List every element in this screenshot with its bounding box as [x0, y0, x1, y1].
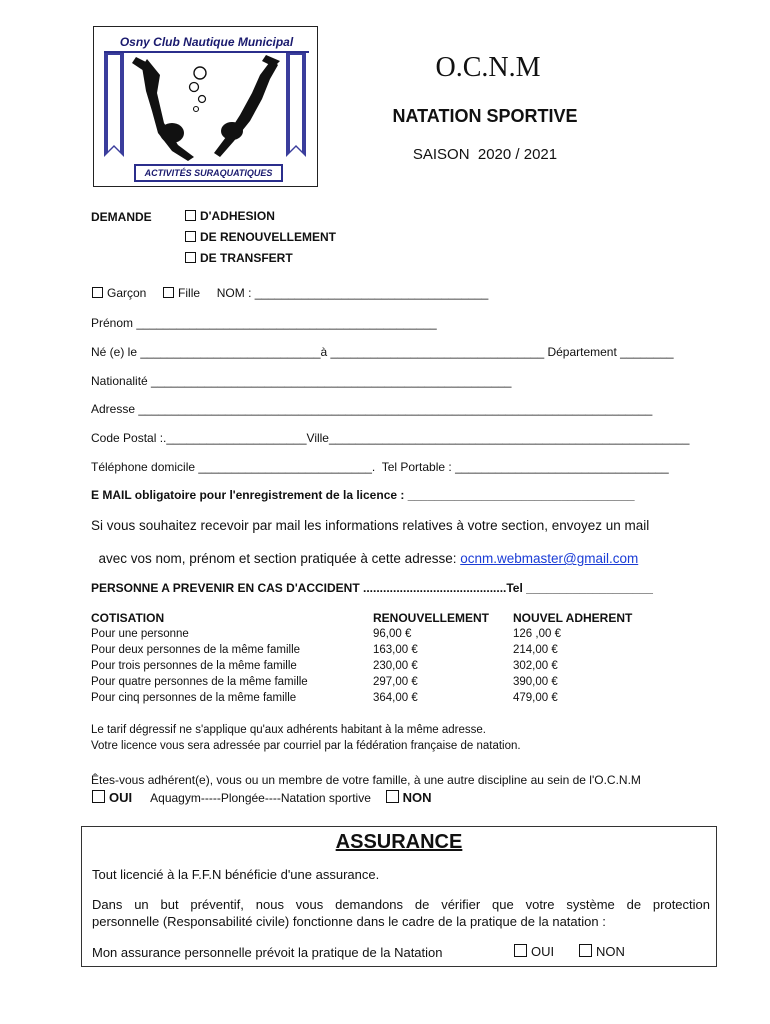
checkbox-assurance-oui[interactable]: [514, 944, 527, 957]
assurance-line4: Mon assurance personnelle prévoit la pratique de la Natation: [92, 945, 443, 960]
assurance-oui-option[interactable]: OUI: [514, 944, 554, 959]
assurance-box: [81, 826, 717, 967]
adresse-field[interactable]: Adresse _____________________________________________________________________________: [91, 402, 653, 416]
emergency-contact-field[interactable]: PERSONNE A PREVENIR EN CAS D'ACCIDENT ...........................................Tel ___________________: [91, 581, 653, 595]
section-title: NATATION SPORTIVE: [392, 106, 578, 126]
header-cotisation: COTISATION: [91, 611, 165, 625]
checkbox-discipline-oui[interactable]: [92, 790, 105, 803]
telephone-field[interactable]: Téléphone domicile __________________________. Tel Portable : ________________________________: [91, 460, 669, 474]
checkbox-fille[interactable]: [163, 287, 174, 298]
nationalite-field[interactable]: Nationalité ______________________________________________________: [91, 374, 512, 388]
club-acronym-title: O.C.N.M: [435, 52, 541, 83]
table-row: Pour deux personnes de la même famille 163,00 € 214,00 €: [91, 644, 558, 656]
demande-option-adhesion[interactable]: D'ADHESION: [185, 209, 275, 223]
mail-info-line1: Si vous souhaitez recevoir par mail les informations relatives à votre section, envoyez un mail: [91, 518, 650, 533]
birth-field[interactable]: Né (e) le ___________________________à ________________________________ Département ________: [91, 345, 674, 359]
other-discipline-answer: OUI Aquagym-----Plongée----Natation sportive NON: [92, 790, 431, 805]
assurance-non-option[interactable]: NON: [579, 944, 625, 959]
checkbox-garcon[interactable]: [92, 287, 103, 298]
logo-top-text: Osny Club Nautique Municipal: [104, 34, 309, 53]
gender-row: [92, 286, 488, 300]
demande-option-transfert[interactable]: DE TRANSFERT: [185, 251, 293, 265]
table-row: Pour une personne 96,00 € 126 ,00 €: [91, 628, 561, 640]
divers-emblem: [102, 53, 310, 165]
table-header-row: [91, 610, 653, 626]
assurance-line2: Dans un but préventif, nous vous demandons de vérifier que votre système de protection: [92, 897, 710, 912]
webmaster-email-link[interactable]: ocnm.webmaster@gmail.com: [460, 551, 639, 566]
assurance-title: ASSURANCE: [335, 831, 463, 853]
nom-field[interactable]: NOM : ___________________________________: [216, 286, 489, 300]
licence-note: Votre licence vous sera adressée par courriel par la fédération française de natation.: [91, 740, 521, 752]
assurance-line1: Tout licencié à la F.F.N bénéficie d'une assurance.: [92, 867, 380, 882]
disciplines-list: Aquagym-----Plongée----Natation sportive: [150, 791, 371, 805]
mail-info-line2: avec vos nom, prénom et section pratiquée à cette adresse: ocnm.webmaster@gmail.com: [98, 551, 639, 566]
season-label: SAISON 2020 / 2021: [412, 146, 558, 163]
fille-label: Fille: [178, 286, 201, 300]
header-nouvel-adherent: NOUVEL ADHERENT: [513, 611, 633, 625]
checkbox-renouvellement[interactable]: [185, 231, 196, 242]
logo-bottom-text: ACTIVITÉS SURAQUATIQUES: [134, 164, 283, 182]
table-row: Pour quatre personnes de la même famille 297,00 € 390,00 €: [91, 676, 558, 688]
table-row: Pour cinq personnes de la même famille 364,00 € 479,00 €: [91, 692, 558, 704]
assurance-line3: personnelle (Responsabilité civile) fonctionne dans le cadre de la pratique de la natation :: [92, 914, 606, 929]
cotisation-table: [91, 610, 653, 706]
email-field[interactable]: E MAIL obligatoire pour l'enregistrement de la licence : __________________________________: [91, 488, 635, 502]
demande-label: DEMANDE: [91, 210, 152, 224]
checkbox-transfert[interactable]: [185, 252, 196, 263]
garcon-label: Garçon: [107, 286, 147, 300]
club-logo: [93, 26, 318, 187]
header-renouvellement: RENOUVELLEMENT: [373, 611, 490, 625]
checkbox-assurance-non[interactable]: [579, 944, 592, 957]
tarif-note: Le tarif dégressif ne s'applique qu'aux adhérents habitant à la même adresse.: [91, 724, 486, 736]
demande-option-renouvellement[interactable]: DE RENOUVELLEMENT: [185, 230, 336, 244]
checkbox-adhesion[interactable]: [185, 210, 196, 221]
checkbox-discipline-non[interactable]: [386, 790, 399, 803]
other-discipline-question: Êtes-vous adhérent(e), vous ou un membre de votre famille, à une autre discipline au sein de l'O.C.N.M: [91, 773, 641, 787]
prenom-field[interactable]: Prénom _____________________________________________: [91, 316, 437, 330]
table-row: Pour trois personnes de la même famille 230,00 € 302,00 €: [91, 660, 558, 672]
code-postal-ville-field[interactable]: Code Postal :._____________________Ville______________________________________________________: [91, 431, 690, 445]
